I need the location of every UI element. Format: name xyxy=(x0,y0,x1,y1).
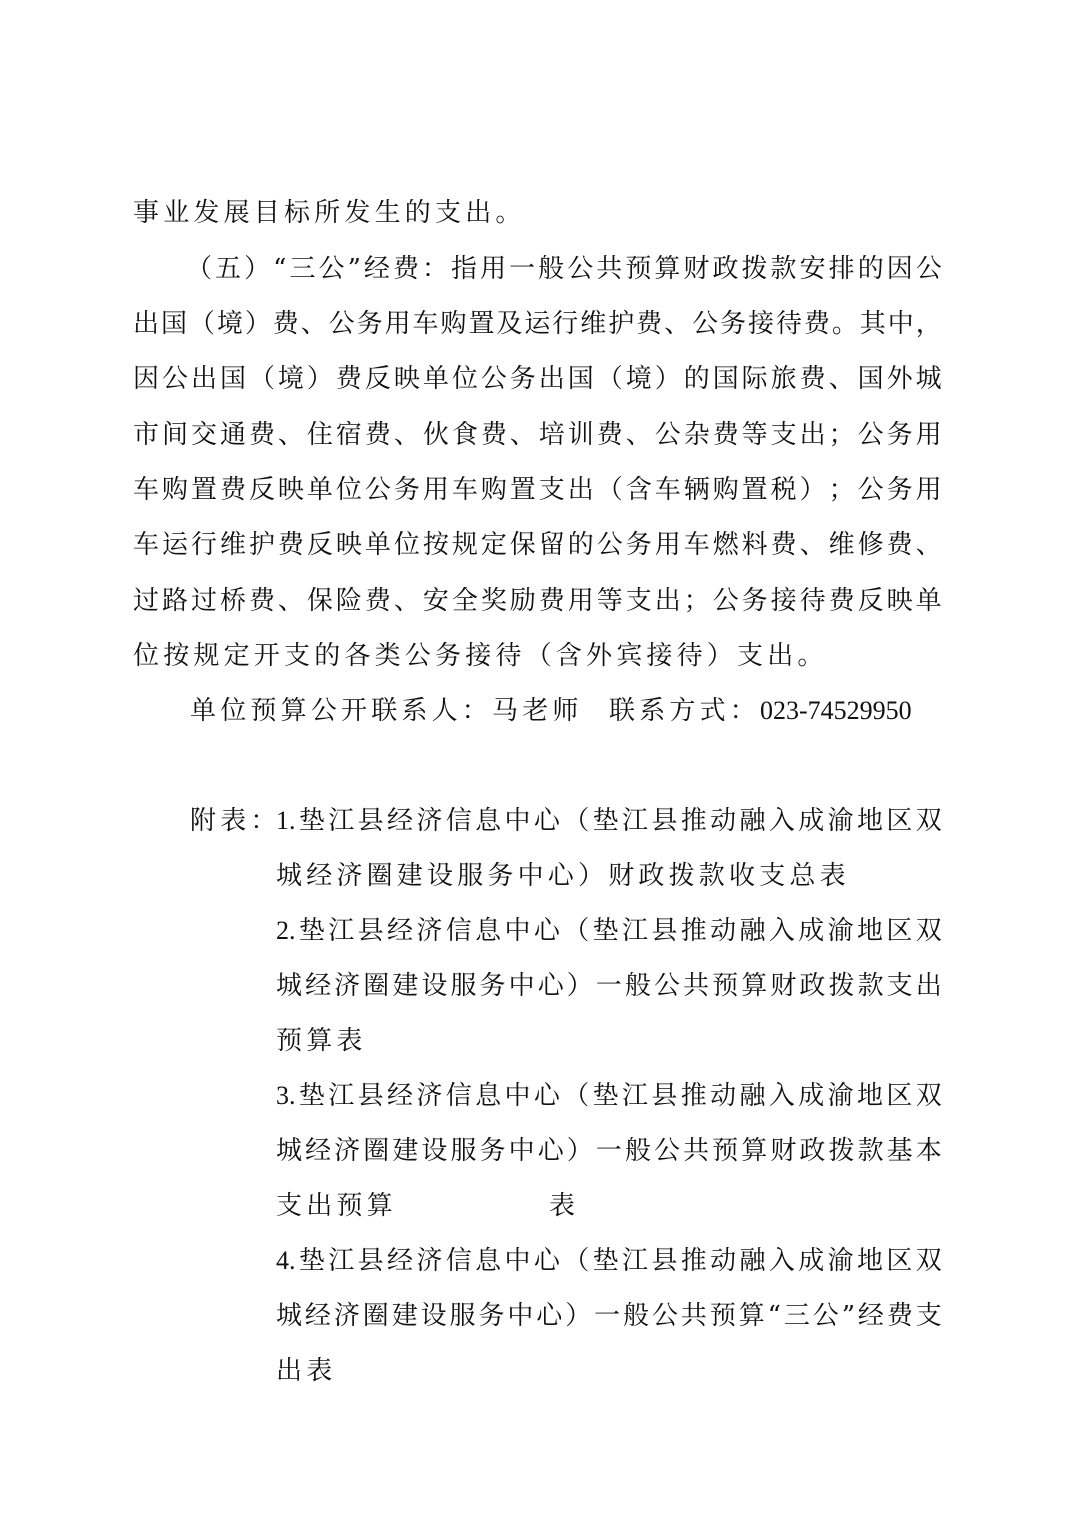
attachment-4-line-3: 出表 xyxy=(276,1356,337,1386)
body-line-4: 因 公 出 国 （ 境 ） 费 反 映 单 位 公 务 出 国 （ 境 ） 的 国 际 旅 费 、 国 外 城 xyxy=(133,364,942,394)
contact-method xyxy=(609,694,912,728)
body-line-5: 市 间 交 通 费 、 住 宿 费 、 伙 食 费 、 培 训 费 、 公 杂 费 等 支 出 ； 公 务 用 xyxy=(133,420,942,450)
body-line-8: 过 路 过 桥 费 、 保 险 费 、 安 全 奖 励 费 用 等 支 出 ； 公 务 接 待 费 反 映 单 xyxy=(133,586,942,616)
contact-person: 单位预算公开联系人：马老师 xyxy=(190,696,583,726)
attachment-1-line-2: 城经济圈建设服务中心）财政拨款收支总表 xyxy=(276,861,850,891)
body-line-7: 车 运 行 维 护 费 反 映 单 位 按 规 定 保 留 的 公 务 用 车 燃 料 费 、 维 修 费 、 xyxy=(133,530,942,560)
attachment-2-line-3: 预算表 xyxy=(276,1026,367,1056)
body-line-6: 车 购 置 费 反 映 单 位 公 务 用 车 购 置 支 出 （ 含 车 辆 购 置 税 ） ； 公 务 用 xyxy=(133,475,942,505)
body-line-1: 事业发展目标所发生的支出。 xyxy=(133,198,526,228)
body-line-9: 位按规定开支的各类公务接待（含外宾接待）支出。 xyxy=(133,641,828,671)
contact-method-label: 联系方式： xyxy=(609,696,761,726)
body-line-2: （ 五 ） “ 三 公 ” 经 费 ： 指 用 一 般 公 共 预 算 财 政 拨 款 安 排 的 因 公 xyxy=(186,254,942,284)
attachment-1-line-1: 1. 垫 江 县 经 济 信 息 中 心 （ 垫 江 县 推 动 融 入 成 渝 地 区 双 xyxy=(276,806,942,836)
attachment-2-line-1: 2. 垫 江 县 经 济 信 息 中 心 （ 垫 江 县 推 动 融 入 成 渝 地 区 双 xyxy=(276,916,942,946)
contact-phone: 023-74529950 xyxy=(760,696,912,725)
body-line-3: 出 国 （ 境 ） 费 、 公 务 用 车 购 置 及 运 行 维 护 费 、 公 务 接 待 费 。 其 中 ， xyxy=(133,309,942,339)
attachment-3-line-3a: 支出预算 xyxy=(276,1191,397,1221)
attachment-4-line-1: 4. 垫 江 县 经 济 信 息 中 心 （ 垫 江 县 推 动 融 入 成 渝 地 区 双 xyxy=(276,1246,942,1276)
attachment-4-line-2: 城 经 济 圈 建 设 服 务 中 心 ） 一 般 公 共 预 算 “ 三 公 ” 经 费 支 xyxy=(276,1301,942,1331)
attachment-3-line-3b: 表 xyxy=(549,1191,580,1221)
attachment-2-line-2: 城 经 济 圈 建 设 服 务 中 心 ） 一 般 公 共 预 算 财 政 拨 款 支 出 xyxy=(276,971,942,1001)
attachment-3-line-2: 城 经 济 圈 建 设 服 务 中 心 ） 一 般 公 共 预 算 财 政 拨 款 基 本 xyxy=(276,1136,942,1166)
attachment-3-line-1: 3. 垫 江 县 经 济 信 息 中 心 （ 垫 江 县 推 动 融 入 成 渝 地 区 双 xyxy=(276,1081,942,1111)
attachments-label: 附表： xyxy=(190,806,281,836)
